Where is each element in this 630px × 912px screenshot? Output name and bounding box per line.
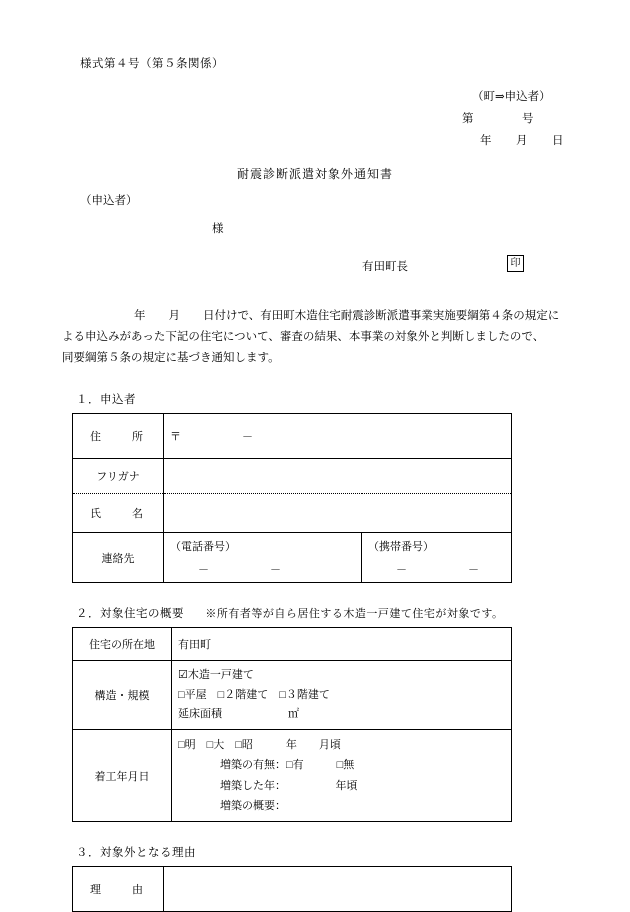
address-label: 住 所 xyxy=(73,414,164,459)
body-line-3: 同要綱第５条の規定に基づき通知します。 xyxy=(62,352,280,365)
furigana-label: フリガナ xyxy=(73,459,164,494)
table-row xyxy=(73,867,512,912)
table-row xyxy=(73,414,512,459)
document-date: 年 月 日 xyxy=(480,134,564,147)
table-row xyxy=(73,730,512,822)
structure-floor-area[interactable]: 延床面積 ㎡ xyxy=(178,707,299,720)
name-label: 氏 名 xyxy=(73,494,164,533)
table-row xyxy=(73,628,512,661)
furigana-value[interactable] xyxy=(164,459,512,494)
extension-exists[interactable]: 増築の有無：□有 □無 xyxy=(220,759,355,772)
mobile-cell[interactable] xyxy=(362,533,512,583)
contact-label: 連絡先 xyxy=(73,533,164,583)
applicant-sama: 様 xyxy=(212,222,224,235)
structure-wooden-detached-check[interactable]: ☑木造一戸建て xyxy=(178,669,254,682)
section-2-title: ２．対象住宅の概要 xyxy=(76,608,184,621)
name-value[interactable] xyxy=(164,494,512,533)
reason-value[interactable] xyxy=(164,867,512,912)
table-row xyxy=(73,661,512,730)
house-outline-table xyxy=(72,627,512,822)
form-number: 様式第４号（第５条関係） xyxy=(80,58,224,70)
recipient-direction: （町⇒申込者） xyxy=(472,91,551,103)
seal-stamp: 印 xyxy=(507,255,524,272)
page-title: 耐震診断派遣対象外通知書 xyxy=(236,166,393,181)
table-row xyxy=(73,494,512,533)
structure-value[interactable] xyxy=(172,661,512,730)
phone-cell[interactable] xyxy=(164,533,362,583)
start-date-label: 着工年月日 xyxy=(73,730,172,822)
mobile-label: （携帯番号） xyxy=(368,541,434,554)
section-2-title-row xyxy=(76,605,568,621)
reason-table xyxy=(72,866,512,912)
location-label: 住宅の所在地 xyxy=(73,628,172,661)
section-1-title: １．申込者 xyxy=(76,394,136,407)
extension-year[interactable]: 増築した年： 年頃 xyxy=(220,779,358,792)
body-line-2: よる申込みがあった下記の住宅について、審査の結果、本事業の対象外と判断しましたので、 xyxy=(62,330,545,343)
start-date-value[interactable] xyxy=(172,730,512,822)
applicant-table xyxy=(72,413,512,583)
issuer-name: 有田町長 xyxy=(362,260,408,273)
body-line-1: 年 月 日付けで、有田町木造住宅耐震診断派遣事業実施要綱第４条の規定に xyxy=(134,309,560,322)
table-row xyxy=(73,459,512,494)
mobile-value: － － xyxy=(396,564,480,577)
applicant-label: （申込者） xyxy=(80,194,138,207)
location-value[interactable]: 有田町 xyxy=(172,628,512,661)
reason-label: 理 由 xyxy=(73,867,164,912)
issuer-row xyxy=(362,258,568,280)
document-number: 第 号 xyxy=(462,112,534,125)
phone-value: － － xyxy=(198,564,282,577)
structure-floors-checks[interactable]: □平屋 □２階建て □３階建て xyxy=(178,688,330,701)
section-3-title: ３．対象外となる理由 xyxy=(76,847,196,860)
address-value[interactable]: 〒 － xyxy=(164,414,512,459)
structure-label: 構造・規模 xyxy=(73,661,172,730)
table-row xyxy=(73,533,512,583)
era-checks[interactable]: □明 □大 □昭 年 月頃 xyxy=(178,739,341,752)
phone-label: （電話番号） xyxy=(170,541,236,554)
body-text xyxy=(62,306,568,370)
section-2-note: ※所有者等が自ら居住する木造一戸建て住宅が対象です。 xyxy=(205,608,504,621)
header-right-block xyxy=(462,87,568,153)
extension-summary[interactable]: 増築の概要： xyxy=(220,800,286,813)
